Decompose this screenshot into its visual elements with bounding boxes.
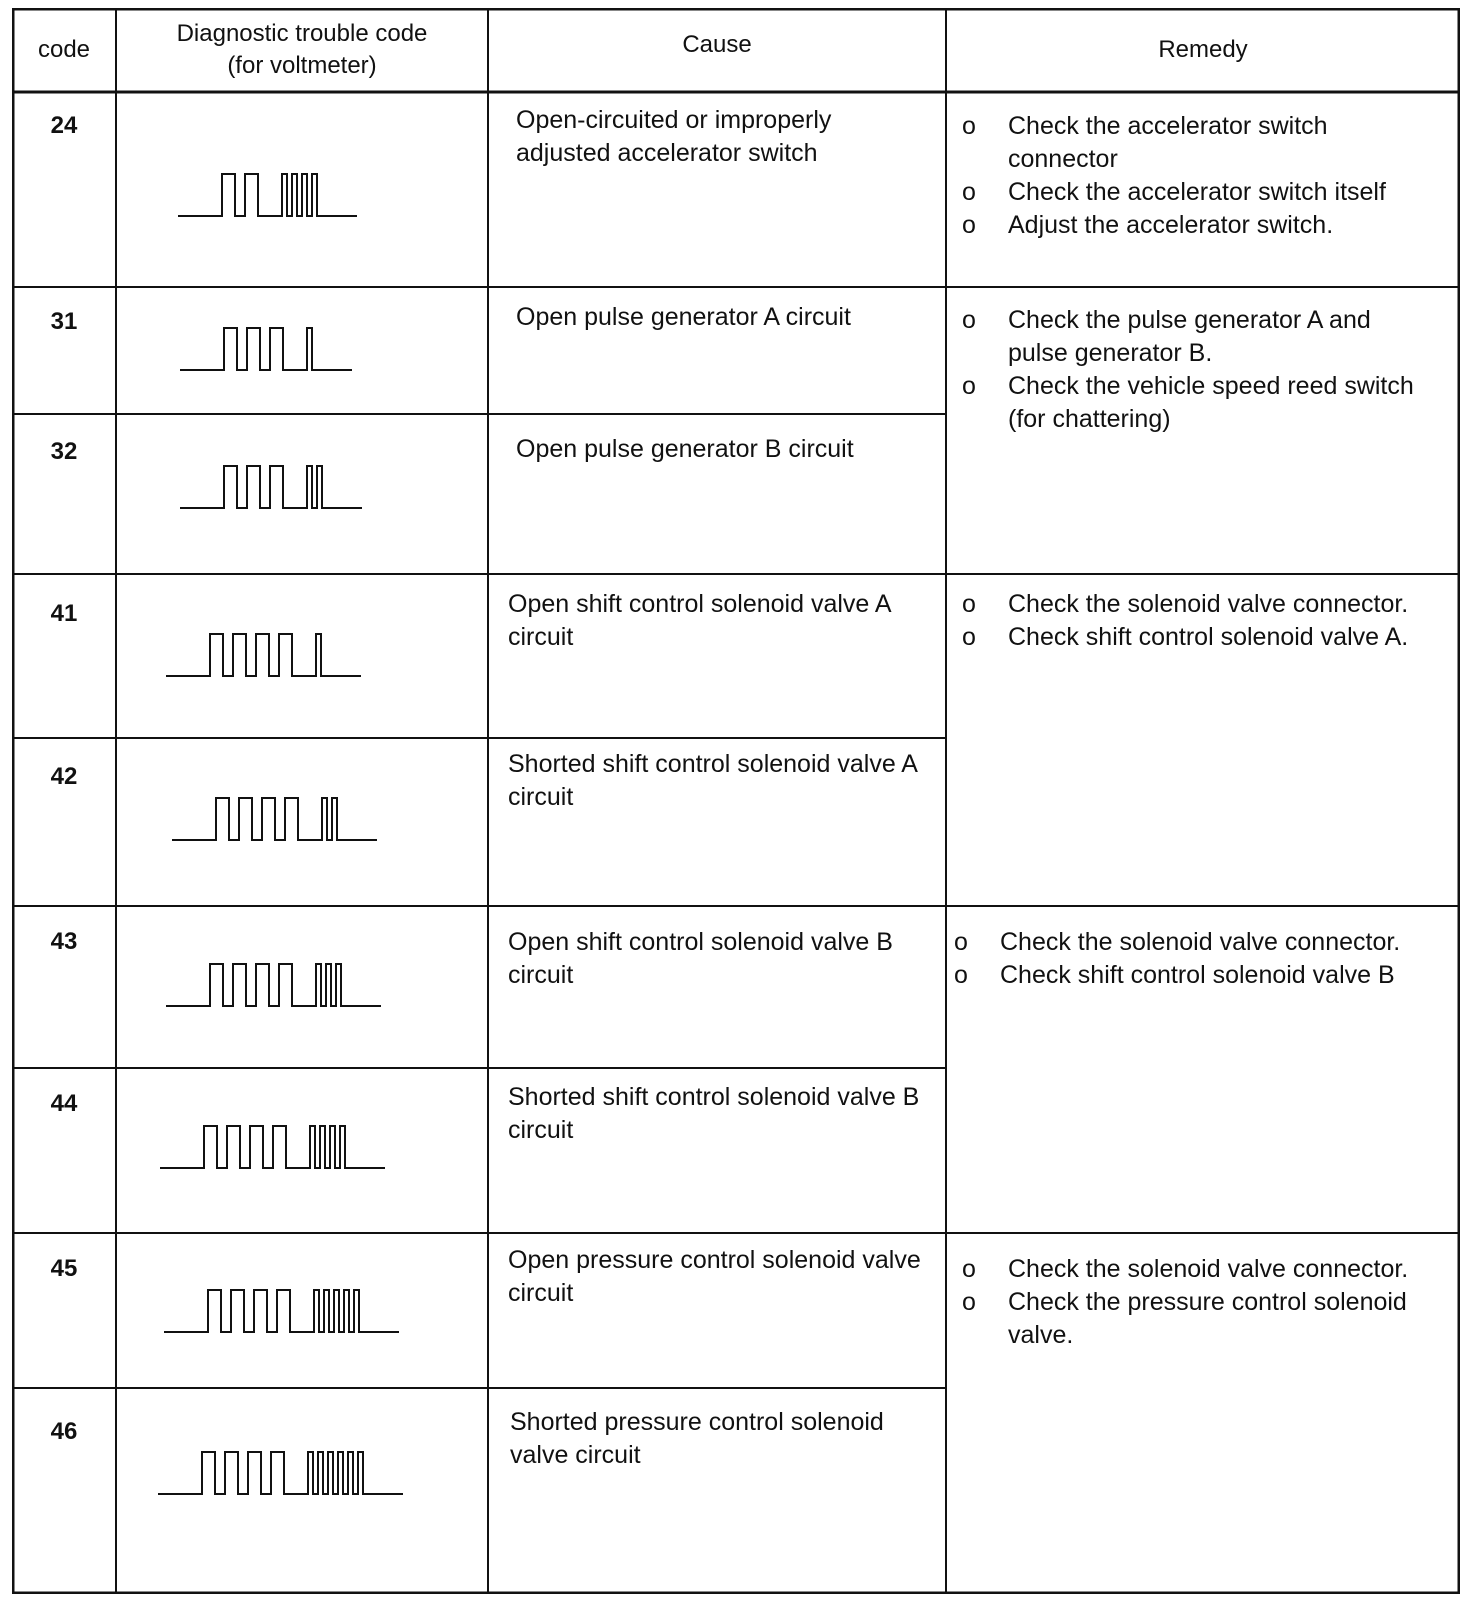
header-cause [488, 8, 946, 82]
remedy-item [962, 209, 1432, 242]
remedy-text: Check the accelerator switch itself [1008, 178, 1386, 206]
pulse-line [172, 798, 377, 840]
remedy-item [954, 959, 1432, 992]
remedy-item [962, 588, 1432, 621]
bullet-marker: o [954, 928, 968, 956]
remedy-group-41-42 [962, 588, 1432, 654]
code-45: 45 [50, 1255, 78, 1282]
remedy-item [962, 621, 1432, 654]
remedy-text: Check the solenoid valve connector. [1008, 590, 1409, 618]
remedy-item [962, 304, 1432, 370]
pulse-line [180, 328, 352, 370]
remedy-text: Check the pressure control solenoid valve. [1008, 1288, 1407, 1349]
remedy-text: Check the accelerator switch connector [1008, 112, 1328, 173]
pulse-line [160, 1126, 385, 1168]
bullet-marker: o [962, 590, 976, 618]
cause-24: Open-circuited or improperly adjusted accelerator switch [516, 106, 832, 167]
bullet-marker: o [962, 211, 976, 239]
header-code-label: code [37, 36, 91, 63]
header-dtc-line2: (for voltmeter) [227, 52, 377, 79]
pulse-line [180, 466, 362, 508]
code-32: 32 [50, 438, 78, 465]
pulse-waveform-32 [178, 458, 418, 514]
header-dtc-line1: Diagnostic trouble code [176, 20, 428, 47]
code-43: 43 [50, 928, 78, 955]
remedy-text: Check the solenoid valve connector. [1008, 1255, 1409, 1283]
cause-45: Open pressure control solenoid valve circuit [508, 1246, 921, 1307]
cause-44: Shorted shift control solenoid valve B circuit [508, 1083, 920, 1144]
pulse-line [164, 1290, 399, 1332]
remedy-item [954, 926, 1432, 959]
pulse-waveform-44 [158, 1118, 458, 1174]
bullet-marker: o [962, 306, 976, 334]
pulse-waveform-24 [176, 166, 416, 222]
bullet-marker: o [962, 178, 976, 206]
cause-31: Open pulse generator A circuit [516, 303, 851, 331]
remedy-item [962, 110, 1432, 176]
cause-42: Shorted shift control solenoid valve A circuit [508, 750, 917, 811]
bullet-marker: o [962, 112, 976, 140]
pulse-line [158, 1452, 403, 1494]
header-dtc [116, 8, 488, 92]
code-46: 46 [50, 1418, 78, 1445]
remedy-item [962, 1253, 1432, 1286]
pulse-waveform-41 [164, 626, 424, 682]
cause-32: Open pulse generator B circuit [516, 435, 854, 463]
code-44: 44 [50, 1090, 78, 1117]
remedy-text: Check shift control solenoid valve B [1000, 961, 1395, 989]
pulse-waveform-46 [156, 1444, 466, 1500]
cause-46: Shorted pressure control solenoid valve circuit [510, 1408, 884, 1469]
remedy-group-45-46 [962, 1253, 1432, 1352]
remedy-text: Check the vehicle speed reed switch (for chattering) [1008, 372, 1414, 433]
cause-41: Open shift control solenoid valve A circuit [508, 590, 891, 651]
header-remedy [946, 8, 1460, 92]
pulse-waveform-43 [164, 956, 444, 1012]
remedy-item [962, 176, 1432, 209]
remedy-group-43-44 [954, 926, 1432, 992]
pulse-waveform-45 [162, 1282, 462, 1338]
remedy-item [962, 370, 1432, 436]
pulse-line [166, 634, 361, 676]
code-41: 41 [50, 600, 78, 627]
header-cause-label: Cause [682, 31, 752, 58]
remedy-text: Adjust the accelerator switch. [1008, 211, 1334, 239]
pulse-waveform-42 [170, 790, 430, 846]
remedy-text: Check shift control solenoid valve A. [1008, 623, 1409, 651]
remedy-group-31-32 [962, 304, 1432, 436]
code-31: 31 [50, 308, 78, 335]
bullet-marker: o [962, 1255, 976, 1283]
bullet-marker: o [962, 1288, 976, 1316]
remedy-item [962, 1286, 1432, 1352]
cause-43: Open shift control solenoid valve B circuit [508, 928, 893, 989]
header-remedy-label: Remedy [1158, 36, 1248, 63]
code-24: 24 [50, 112, 78, 139]
remedy-text: Check the solenoid valve connector. [1000, 928, 1401, 956]
remedy-text: Check the pulse generator A and pulse generator B. [1008, 306, 1371, 367]
pulse-line [166, 964, 381, 1006]
header-code [12, 8, 116, 92]
pulse-line [178, 174, 357, 216]
bullet-marker: o [962, 623, 976, 651]
bullet-marker: o [962, 372, 976, 400]
remedy-group-24 [962, 110, 1432, 242]
code-42: 42 [50, 763, 78, 790]
diagnostic-code-table [12, 8, 1460, 1594]
bullet-marker: o [954, 961, 968, 989]
pulse-waveform-31 [178, 320, 418, 376]
